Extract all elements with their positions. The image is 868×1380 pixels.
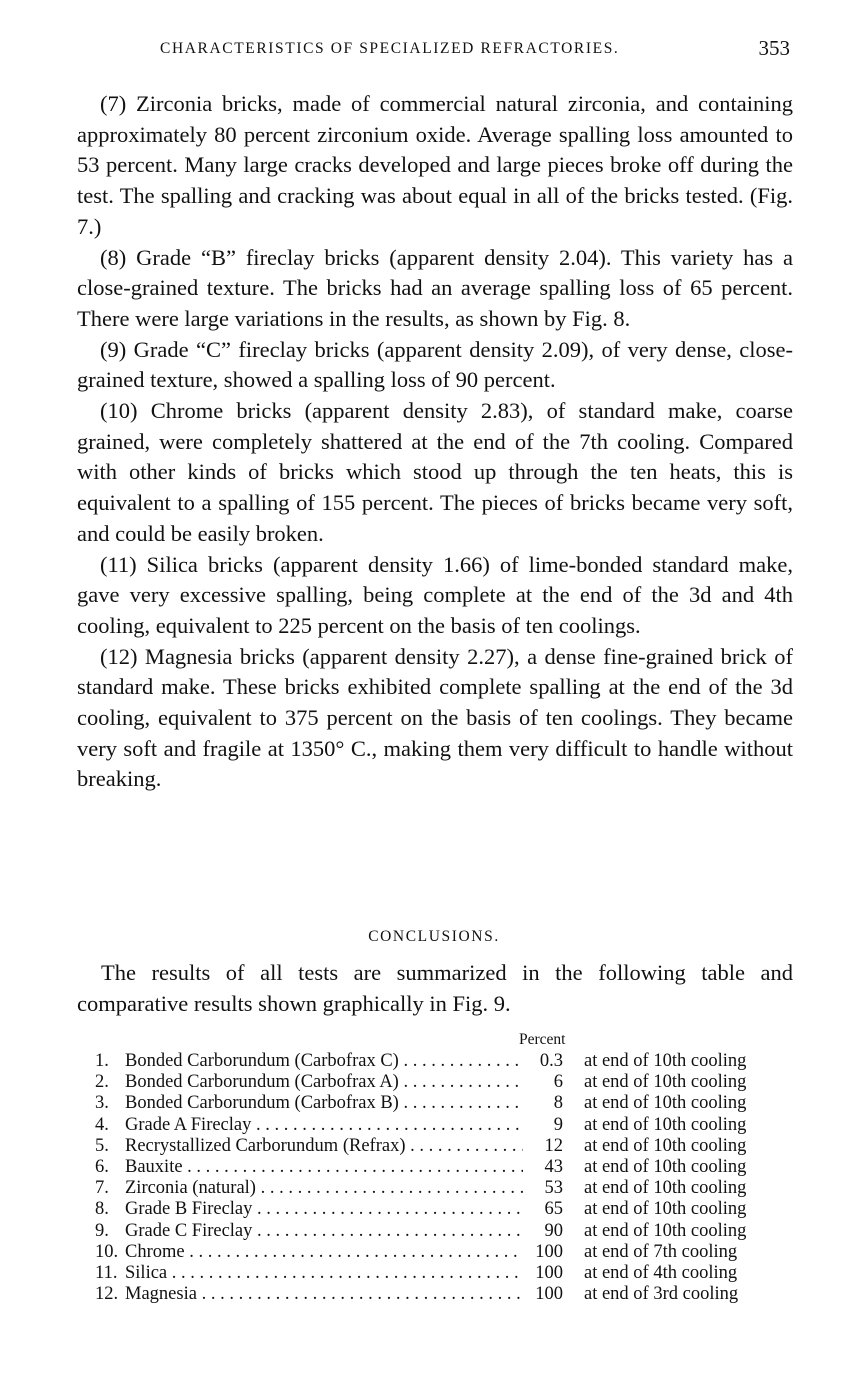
row-cooling: at end of 7th cooling xyxy=(584,1241,738,1262)
row-cooling: at end of 10th cooling xyxy=(584,1051,747,1071)
row-number: 2. xyxy=(95,1072,109,1093)
table-row xyxy=(95,1051,807,1072)
row-number: 10. xyxy=(95,1241,119,1262)
row-material: Bonded Carborundum (Carbofrax A) . . . xyxy=(125,1072,555,1093)
paragraph-silica: (11) Silica bricks (apparent density 1.66) of lime-bonded standard make, gave very excessive spalling, being complete at the end of the 3d and 4th cooling, equivalent to 225 percent on the basis of ten coolings. xyxy=(77,551,793,638)
table-row xyxy=(95,1221,807,1242)
row-number: 3. xyxy=(95,1093,109,1114)
row-percent: 0.3 xyxy=(523,1051,563,1072)
row-cooling: at end of 10th cooling xyxy=(584,1072,747,1093)
row-percent: 6 xyxy=(523,1072,563,1093)
row-percent: 100 xyxy=(523,1242,563,1263)
row-cooling: at end of 4th cooling xyxy=(584,1262,738,1283)
row-material: Bonded Carborundum (Carbofrax B) . . . xyxy=(125,1093,555,1114)
table-row xyxy=(95,1093,807,1114)
row-cooling: at end of 10th cooling xyxy=(584,1220,747,1241)
table-row xyxy=(95,1136,807,1157)
row-number: 6. xyxy=(95,1156,109,1177)
row-percent: 90 xyxy=(523,1221,563,1242)
row-cooling: at end of 10th cooling xyxy=(584,1114,747,1135)
table-row xyxy=(95,1178,807,1199)
paragraph-magnesia: (12) Magnesia bricks (apparent density 2.27), a dense fine-grained brick of standard make. These bricks exhibited complete spalling at the end of the 3d cooling, equivalent to 375 percent on the basis of ten coolings. They became very soft and fragile at 1350° C., making them very difficult to handle without breaking. xyxy=(77,643,793,792)
table-row xyxy=(95,1115,807,1136)
row-number: 11. xyxy=(95,1262,118,1283)
paragraph-zirconia: (7) Zirconia bricks, made of commercial natural zirconia, and containing approximately 80 percent zirconium oxide. Average spalling loss amounted to 53 percent. Many large cracks developed and large pieces broke off during the test. The spalling and cracking was about equal in all of the bricks tested. (Fig. 7.) xyxy=(77,91,793,239)
row-material: Magnesia . . . xyxy=(125,1284,555,1305)
row-material: Silica . . . xyxy=(125,1263,555,1284)
row-cooling: at end of 10th cooling xyxy=(584,1135,747,1156)
conclusions-intro xyxy=(77,958,793,1019)
row-cooling: at end of 3rd cooling xyxy=(584,1284,739,1305)
row-material: Bauxite . . . xyxy=(125,1157,555,1178)
row-number: 7. xyxy=(95,1178,109,1199)
row-cooling: at end of 10th cooling xyxy=(584,1156,747,1177)
running-head: CHARACTERISTICS OF SPECIALIZED REFRACTORIES. xyxy=(160,40,620,57)
row-number: 1. xyxy=(95,1051,109,1071)
row-material: Chrome . . . xyxy=(125,1242,555,1263)
page-number: 353 xyxy=(758,36,790,60)
row-percent: 100 xyxy=(523,1263,563,1284)
row-percent: 100 xyxy=(523,1284,563,1305)
table-row xyxy=(95,1072,807,1093)
row-material: Grade B Fireclay . . . xyxy=(125,1199,555,1220)
conclusions-intro-text: The results of all tests are summarized in the following table and comparative results shown graphically in Fig. 9. xyxy=(77,960,793,1016)
table-row xyxy=(95,1242,807,1263)
row-percent: 53 xyxy=(523,1178,563,1199)
row-number: 12. xyxy=(95,1284,119,1305)
body-text xyxy=(77,89,793,795)
row-percent: 9 xyxy=(523,1115,563,1136)
row-cooling: at end of 10th cooling xyxy=(584,1178,747,1199)
paragraph-grade-c-fireclay: (9) Grade “C” fireclay bricks (apparent density 2.09), of very dense, close-grained texture, showed a spalling loss of 90 percent. xyxy=(77,336,793,393)
row-cooling: at end of 10th cooling xyxy=(584,1199,747,1220)
row-material: Grade A Fireclay . . . xyxy=(125,1115,555,1136)
row-number: 8. xyxy=(95,1199,109,1220)
row-number: 9. xyxy=(95,1220,109,1241)
row-material: Bonded Carborundum (Carbofrax C) . . . xyxy=(125,1051,555,1072)
table-row xyxy=(95,1284,807,1305)
row-percent: 12 xyxy=(523,1136,563,1157)
row-material: Recrystallized Carborundum (Refrax) . . . xyxy=(125,1136,555,1157)
percent-column-header: Percent xyxy=(519,1031,566,1048)
summary-table xyxy=(95,1051,807,1305)
row-material: Zirconia (natural) . . . xyxy=(125,1178,555,1199)
page-header xyxy=(160,36,790,68)
paragraph-chrome: (10) Chrome bricks (apparent density 2.83), of standard make, coarse grained, were completely shattered at the end of the 7th cooling. Compared with other kinds of bricks which stood up through the ten heats, this is equivalent to a spalling of 155 percent. The pieces of bricks became very soft, and could be easily broken. xyxy=(77,398,793,546)
table-row xyxy=(95,1157,807,1178)
row-percent: 8 xyxy=(523,1093,563,1114)
row-number: 5. xyxy=(95,1135,109,1156)
table-row xyxy=(95,1263,807,1284)
row-material: Grade C Fireclay . . . xyxy=(125,1221,555,1242)
section-heading: CONCLUSIONS. xyxy=(368,928,500,945)
table-row xyxy=(95,1199,807,1220)
row-percent: 43 xyxy=(523,1157,563,1178)
row-number: 4. xyxy=(95,1114,109,1135)
paragraph-grade-b-fireclay: (8) Grade “B” fireclay bricks (apparent density 2.04). This variety has a close-grained texture. The bricks had an average spalling loss of 65 percent. There were large variations in the results, as shown by Fig. 8. xyxy=(77,244,793,331)
row-cooling: at end of 10th cooling xyxy=(584,1093,747,1114)
row-percent: 65 xyxy=(523,1199,563,1220)
